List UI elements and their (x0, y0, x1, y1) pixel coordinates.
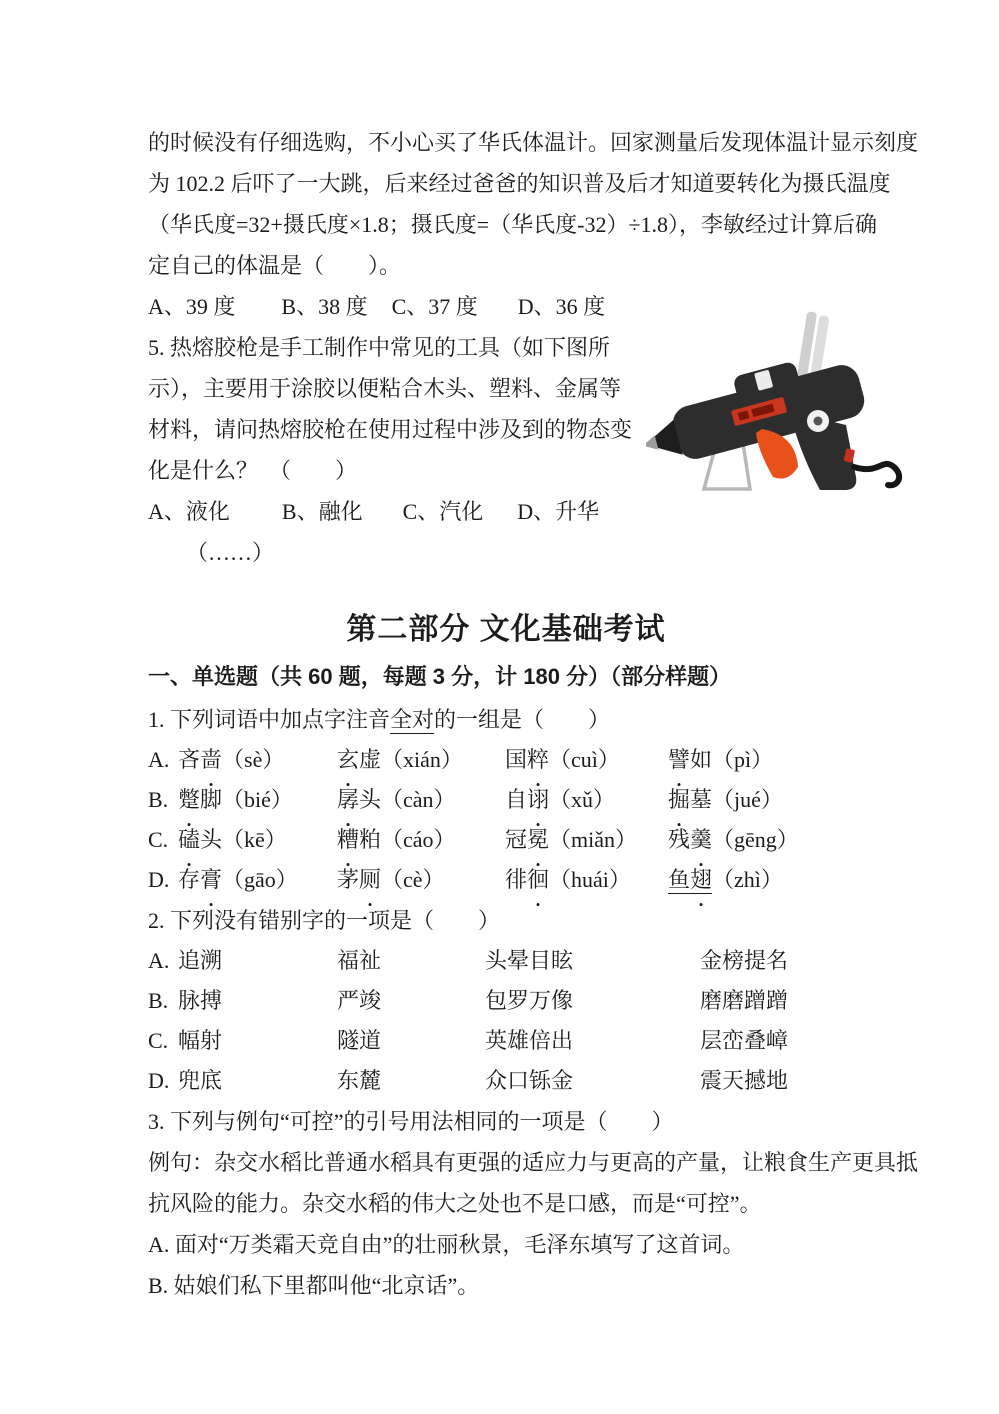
word-item: 脉搏 (178, 988, 223, 1013)
pinyin: （gēng） (712, 827, 799, 852)
emphasis-dot-char: 膏 (200, 867, 223, 892)
word-item: 头晕目眩 (485, 948, 574, 973)
text-line: （华氏度=32+摄氏度×1.8；摄氏度=（华氏度-32）÷1.8），李敏经过计算后确 (148, 212, 878, 237)
q1-stem-underlined: 全对 (390, 707, 435, 732)
emphasis-dot-char: 磕 (178, 827, 201, 852)
q2-stem: 2. 下列没有错别字的一项是（ ） (148, 908, 501, 933)
word: 存膏 (178, 867, 222, 892)
word-item: 福祉 (337, 948, 382, 973)
pinyin: （jué） (712, 787, 783, 812)
word-item (668, 740, 773, 780)
emphasis-dot-char: 羹 (690, 827, 713, 852)
emphasis-dot-char: 诩 (527, 787, 550, 812)
pinyin-option-row (148, 860, 864, 900)
emphasis-dot-char: 孱 (337, 787, 360, 812)
word-item: 追溯 (178, 948, 223, 973)
pinyin: （sè） (222, 747, 285, 772)
pinyin: （cuì） (549, 747, 620, 772)
word-item (668, 780, 783, 820)
word-item (505, 860, 668, 900)
word: 掘墓 (668, 787, 712, 812)
emphasis-dot-char: 粹 (527, 747, 550, 772)
emphasis-dot-char: 翅 (690, 867, 713, 892)
word-item: 幅射 (178, 1028, 223, 1053)
glue-gun-trigger (756, 429, 798, 479)
option-label: A、液化 (148, 499, 230, 524)
pinyin: （xǔ） (549, 787, 616, 812)
word-item (178, 780, 337, 820)
word-item: 英雄倍出 (485, 1028, 574, 1053)
word-item: 隧道 (337, 1028, 382, 1053)
text-line: 抗风险的能力。杂交水稻的伟大之处也不是口感，而是“可控”。 (148, 1191, 762, 1216)
word-item (337, 740, 505, 780)
q1-stem (148, 699, 864, 740)
word-item (505, 740, 668, 780)
word: 国粹 (505, 747, 549, 772)
exam-page (148, 122, 919, 1306)
pinyin: （kē） (222, 827, 287, 852)
pinyin: （cè） (381, 867, 445, 892)
pinyin-option-row (148, 820, 864, 860)
q2-option-rows (148, 941, 864, 1101)
text-line: A. 面对“万类霜天竞自由”的壮丽秋景，毛泽东填写了这首词。 (148, 1232, 745, 1257)
pinyin: （huái） (549, 867, 631, 892)
word-item: 震天撼地 (700, 1068, 789, 1093)
word: 残羹 (668, 827, 712, 852)
q3-example (148, 1142, 919, 1224)
word-option-row (148, 1021, 864, 1061)
option-letter: D. (148, 1068, 170, 1093)
option-letter: B. (148, 787, 169, 812)
emphasis-dot-char: 蹩 (178, 787, 201, 812)
word-item (178, 740, 337, 780)
q1-stem-post: 的一组是（ ） (434, 707, 611, 732)
part2-title: 第二部分 文化基础考试 (346, 613, 666, 646)
word-item: 东麓 (337, 1068, 382, 1093)
word-item (178, 820, 337, 860)
word-item (668, 860, 783, 900)
q1-stem-pre: 1. 下列词语中加点字注音 (148, 707, 391, 732)
pinyin: （pì） (712, 747, 774, 772)
q3-options (148, 1224, 864, 1306)
pinyin: （càn） (381, 787, 456, 812)
emphasis-dot-char: 厕 (359, 867, 382, 892)
word-item: 金榜提名 (700, 948, 789, 973)
word: 糟粕 (337, 827, 381, 852)
word: 茅厕 (337, 867, 381, 892)
word-item: 众口铄金 (485, 1068, 574, 1093)
option-letter: A. (148, 948, 170, 973)
emphasis-dot-char: 冕 (527, 827, 550, 852)
word-item (178, 860, 337, 900)
pinyin: （gāo） (222, 867, 298, 892)
word: 蹩脚 (178, 787, 222, 812)
text-line: 的时候没有仔细选购，不小心买了华氏体温计。回家测量后发现体温计显示刻度 (148, 130, 919, 155)
word-option-row (148, 981, 864, 1021)
word-option-row (148, 1061, 864, 1101)
pinyin: （miǎn） (549, 827, 638, 852)
word: 譬如 (668, 747, 712, 772)
option-letter: D. (148, 867, 170, 892)
glue-gun-image (646, 309, 931, 494)
glue-gun-cord (854, 464, 899, 485)
q1-option-rows (148, 740, 864, 900)
pinyin: （bié） (222, 787, 293, 812)
word-item: 兜底 (178, 1068, 223, 1093)
word-item: 包罗万像 (485, 988, 574, 1013)
word-item (337, 820, 505, 860)
emphasis-dot-char: 掘 (668, 787, 691, 812)
word: 冠冕 (505, 827, 549, 852)
option-label: D、36 度 (517, 294, 606, 319)
text-line: 化是什么？ （ ） (148, 458, 358, 483)
emphasis-dot-char: 糟 (337, 827, 360, 852)
option-label: B、融化 (281, 499, 363, 524)
word: 鱼翅 (668, 867, 712, 894)
word: 自诩 (505, 787, 549, 812)
word-item: 磨磨蹭蹭 (700, 988, 789, 1013)
emphasis-dot-char: 徊 (527, 867, 550, 892)
ellipsis-line: （……） (186, 540, 275, 565)
emphasis-dot-char: 譬 (668, 747, 691, 772)
q4-paragraph (148, 122, 919, 286)
text-line: B. 姑娘们私下里都叫他“北京话”。 (148, 1273, 480, 1298)
option-label: C、37 度 (391, 294, 478, 319)
word-item: 严竣 (337, 988, 382, 1013)
text-line: 5. 热熔胶枪是手工制作中常见的工具（如下图所 (148, 335, 611, 360)
pinyin: （cáo） (381, 827, 456, 852)
word-item: 层峦叠嶂 (700, 1028, 789, 1053)
glue-gun-badge-dot (814, 417, 823, 426)
option-label: D、升华 (517, 499, 600, 524)
word: 玄虚 (337, 747, 381, 772)
emphasis-dot-char: 玄 (337, 747, 360, 772)
option-letter: C. (148, 827, 169, 852)
option-label: A、39 度 (148, 294, 236, 319)
q5-options-row (148, 491, 864, 532)
text-line: 材料，请问热熔胶枪在使用过程中涉及到的物态变 (148, 417, 633, 442)
option-label: C、汽化 (402, 499, 484, 524)
option-label: B、38 度 (281, 294, 368, 319)
word-item (505, 820, 668, 860)
q3-stem: 3. 下列与例句“可控”的引号用法相同的一项是（ ） (148, 1109, 674, 1134)
option-letter: B. (148, 988, 169, 1013)
q5-question-text (148, 327, 688, 491)
word-item (337, 860, 505, 900)
word-item (668, 820, 799, 860)
word-option-row (148, 941, 864, 981)
word-item (505, 780, 668, 820)
text-line: 为 102.2 后吓了一大跳，后来经过爸爸的知识普及后才知道要转化为摄氏温度 (148, 171, 891, 196)
text-line: 定自己的体温是（ ）。 (148, 253, 402, 278)
pinyin: （zhì） (712, 867, 783, 892)
word-item (337, 780, 505, 820)
q5-block (148, 327, 864, 573)
word: 孱头 (337, 787, 381, 812)
word: 吝啬 (178, 747, 222, 772)
emphasis-dot-char: 啬 (200, 747, 223, 772)
word: 磕头 (178, 827, 222, 852)
pinyin: （xián） (381, 747, 463, 772)
section-subtitle: 一、单选题（共 60 题，每题 3 分，计 180 分）（部分样题） (148, 664, 732, 689)
pinyin-option-row (148, 740, 864, 780)
option-letter: C. (148, 1028, 169, 1053)
pinyin-option-row (148, 780, 864, 820)
option-letter: A. (148, 747, 170, 772)
text-line: 例句：杂交水稻比普通水稻具有更强的适应力与更高的产量，让粮食生产更具抵 (148, 1150, 919, 1175)
text-line: 示），主要用于涂胶以便粘合木头、塑料、金属等 (148, 376, 622, 401)
word: 徘徊 (505, 867, 549, 892)
